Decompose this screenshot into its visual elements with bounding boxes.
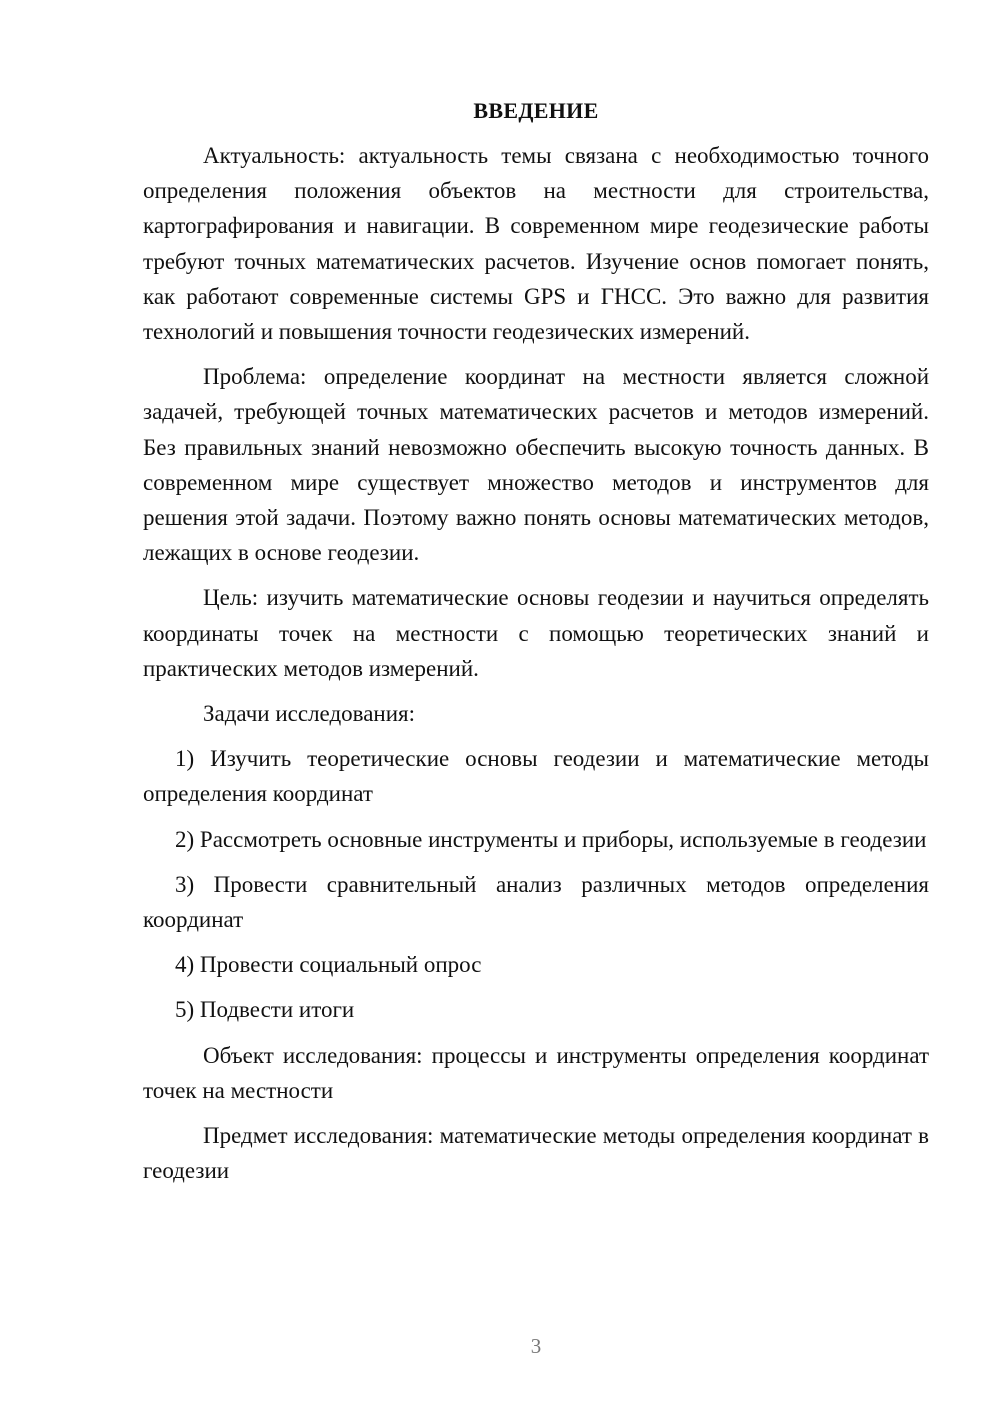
paragraph-relevance: Актуальность: актуальность темы связана с необходимостью точного определения положения объектов на местности для строительства, картографирования и навигации. В современном мире геодезические работы требуют точных математических расчетов. Изучение основ помогает понять, как работают современные системы GPS и ГНСС. Это важно для развития технологий и повышения точности геодезических измерений. [143,143,929,345]
task-item: 2) Рассмотреть основные инструменты и приборы, используемые в геодезии [175,826,927,852]
section-title: ВВЕДЕНИЕ [473,98,599,123]
task-item: 3) Провести сравнительный анализ различных методов определения координат [143,871,929,933]
task-item: 4) Провести социальный опрос [175,952,482,978]
document-body [143,96,929,1198]
task-item: 1) Изучить теоретические основы геодезии и математические методы определения координат [143,746,929,807]
tasks-heading: Задачи исследования: [203,701,416,727]
page-number: 3 [530,1334,542,1358]
paragraph-subject: Предмет исследования: математические методы определения координат в геодезии [143,1123,929,1184]
task-list [143,741,929,1027]
paragraph-goal: Цель: изучить математические основы геодезии и научиться определять координаты точек на местности с помощью теоретических знаний и практических методов измерений. [143,585,929,681]
task-item: 5) Подвести итоги [175,997,355,1023]
paragraph-object: Объект исследования: процессы и инструменты определения координат точек на местности [143,1042,929,1103]
paragraph-problem: Проблема: определение координат на местности является сложной задачей, требующей точных математических расчетов и методов измерений. Без правильных знаний невозможно обеспечить высокую точность данных. В современном мире существует множество методов и инструментов для решения этой задачи. Поэтому важно понять основы математических методов, лежащих в основе геодезии. [143,364,929,566]
